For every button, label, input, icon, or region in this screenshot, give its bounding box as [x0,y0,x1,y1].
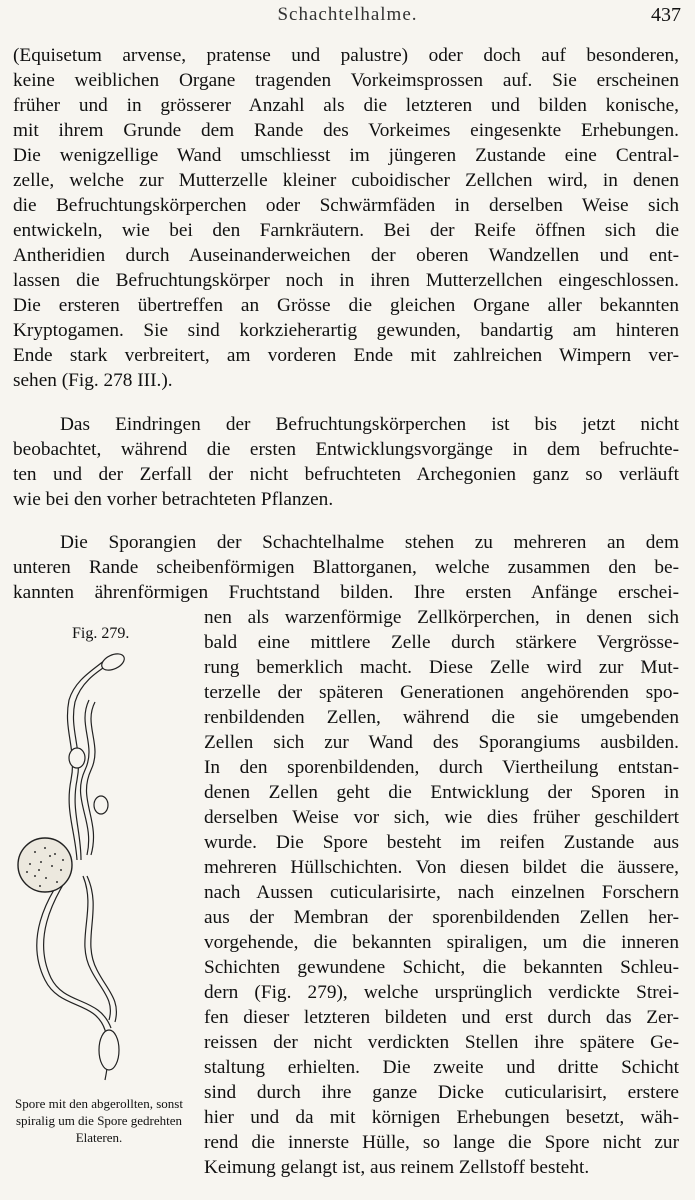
text-line: rung bemerklich macht. Diese Zelle wird zur Mut- [204,657,679,678]
text-line: bald eine mittlere Zelle durch stärkere Vergrösse- [204,632,679,653]
text-line: sehen (Fig. 278 III.). [13,370,173,391]
text-line: mit ihrem Grunde dem Rande des Vorkeimes eingesenkte Erhebungen. [13,120,679,141]
text-line: keine weiblichen Organe tragenden Vorkeimsprossen auf. Sie erscheinen [13,70,679,91]
text-line: wurde. Die Spore besteht im reifen Zustande aus [204,832,679,853]
figure-label: Fig. 279. [72,625,130,642]
running-header: Schachtelhalme. [277,4,418,25]
text-line: lassen die Befruchtungskörper noch in ihren Mutterzellchen eingeschlossen. [13,270,679,291]
text-line: terzelle der späteren Generationen angehörenden spo- [204,682,679,703]
text-line: ten und der Zerfall der nicht befruchteten Archegonien ganz so verläuft [13,464,679,485]
text-line: staltung erhielten. Die zweite und dritte Schicht [204,1057,679,1078]
text-line: Die Sporangien der Schachtelhalme stehen zu mehreren an dem [60,532,679,553]
text-line: Kryptogamen. Sie sind korkzieherartig gewunden, bandartig am hinteren [13,320,679,341]
text-line: zelle, welche zur Mutterzelle kleiner cuboidischer Zellchen wird, in denen [13,170,679,191]
text-line: Die wenigzellige Wand umschliesst im jüngeren Zustande eine Central- [13,145,679,166]
text-line: renbildenden Zellen, während die sie umgebenden [204,707,679,728]
text-line: dern (Fig. 279), welche ursprünglich verdickte Strei- [204,982,679,1003]
text-line: hier und da mit körnigen Erhebungen besetzt, wäh- [204,1107,679,1128]
text-line: nen als warzenförmige Zellkörperchen, in denen sich [204,607,679,628]
text-line: Ende stark verbreitert, am vorderen Ende mit zahlreichen Wimpern ver- [13,345,679,366]
text-line: Keimung gelangt ist, aus reinem Zellstoff besteht. [204,1157,590,1178]
text-line: früher und in grösserer Anzahl als die letzteren und bilden konische, [13,95,679,116]
text-line: Schichten gewundene Schicht, die bekannten Schleu- [204,957,679,978]
text-line: mehreren Hüllschichten. Von diesen bildet die äussere, [204,857,679,878]
text-line: Zellen sich zur Wand des Sporangiums ausbilden. [204,732,679,753]
text-line: Das Eindringen der Befruchtungskörperchen ist bis jetzt nicht [60,414,679,435]
text-line: fen dieser letzteren bildeten und erst durch das Zer- [204,1007,679,1028]
text-line: beobachtet, während die ersten Entwicklungsvorgänge in dem befruchte- [13,439,679,460]
text-line: kannten ährenförmigen Fruchtstand bilden. Ihre ersten Anfänge erschei- [13,582,679,603]
text-line: Antheridien durch Auseinanderweichen der oberen Wandzellen und ent- [13,245,679,266]
text-line: denen Zellen geht die Entwicklung der Sporen in [204,782,679,803]
text-line: rend die innerste Hülle, so lange die Spore nicht zur [204,1132,679,1153]
text-line: (Equisetum arvense, pratense und palustre) oder doch auf besonderen, [13,45,679,66]
figure-caption: Spore mit den abgerollten, sonst spiralig um die Spore gedrehten Elateren. [15,1096,183,1145]
text-line: vorgehende, die bekannten spiraligen, um die inneren [204,932,679,953]
text-line: entwickeln, wie bei den Farnkräutern. Bei der Reife öffnen sich die [13,220,679,241]
text-line: sind durch ihre ganze Dicke cuticularisirt, erstere [204,1082,679,1103]
text-line: Die ersteren übertreffen an Grösse die gleichen Organe aller bekannten [13,295,679,316]
text-line: In den sporenbildenden, durch Viertheilung entstan- [204,757,679,778]
text-line: die Befruchtungskörperchen oder Schwärmfäden in derselben Weise sich [13,195,679,216]
text-line: nach Aussen cuticularisirte, nach einzelnen Forschern [204,882,679,903]
text-line: derselben Weise vor sich, wie dies früher geschildert [204,807,679,828]
text-line: wie bei den vorher betrachteten Pflanzen. [13,489,334,510]
text-line: reissen der nicht verdickten Stellen ihre spätere Ge- [204,1032,679,1053]
spore-elater-illustration [5,640,195,1090]
page-number: 437 [651,4,681,26]
text-line: unteren Rande scheibenförmigen Blattorganen, welche zusammen den be- [13,557,679,578]
text-line: aus der Membran der sporenbildenden Zellen her- [204,907,679,928]
